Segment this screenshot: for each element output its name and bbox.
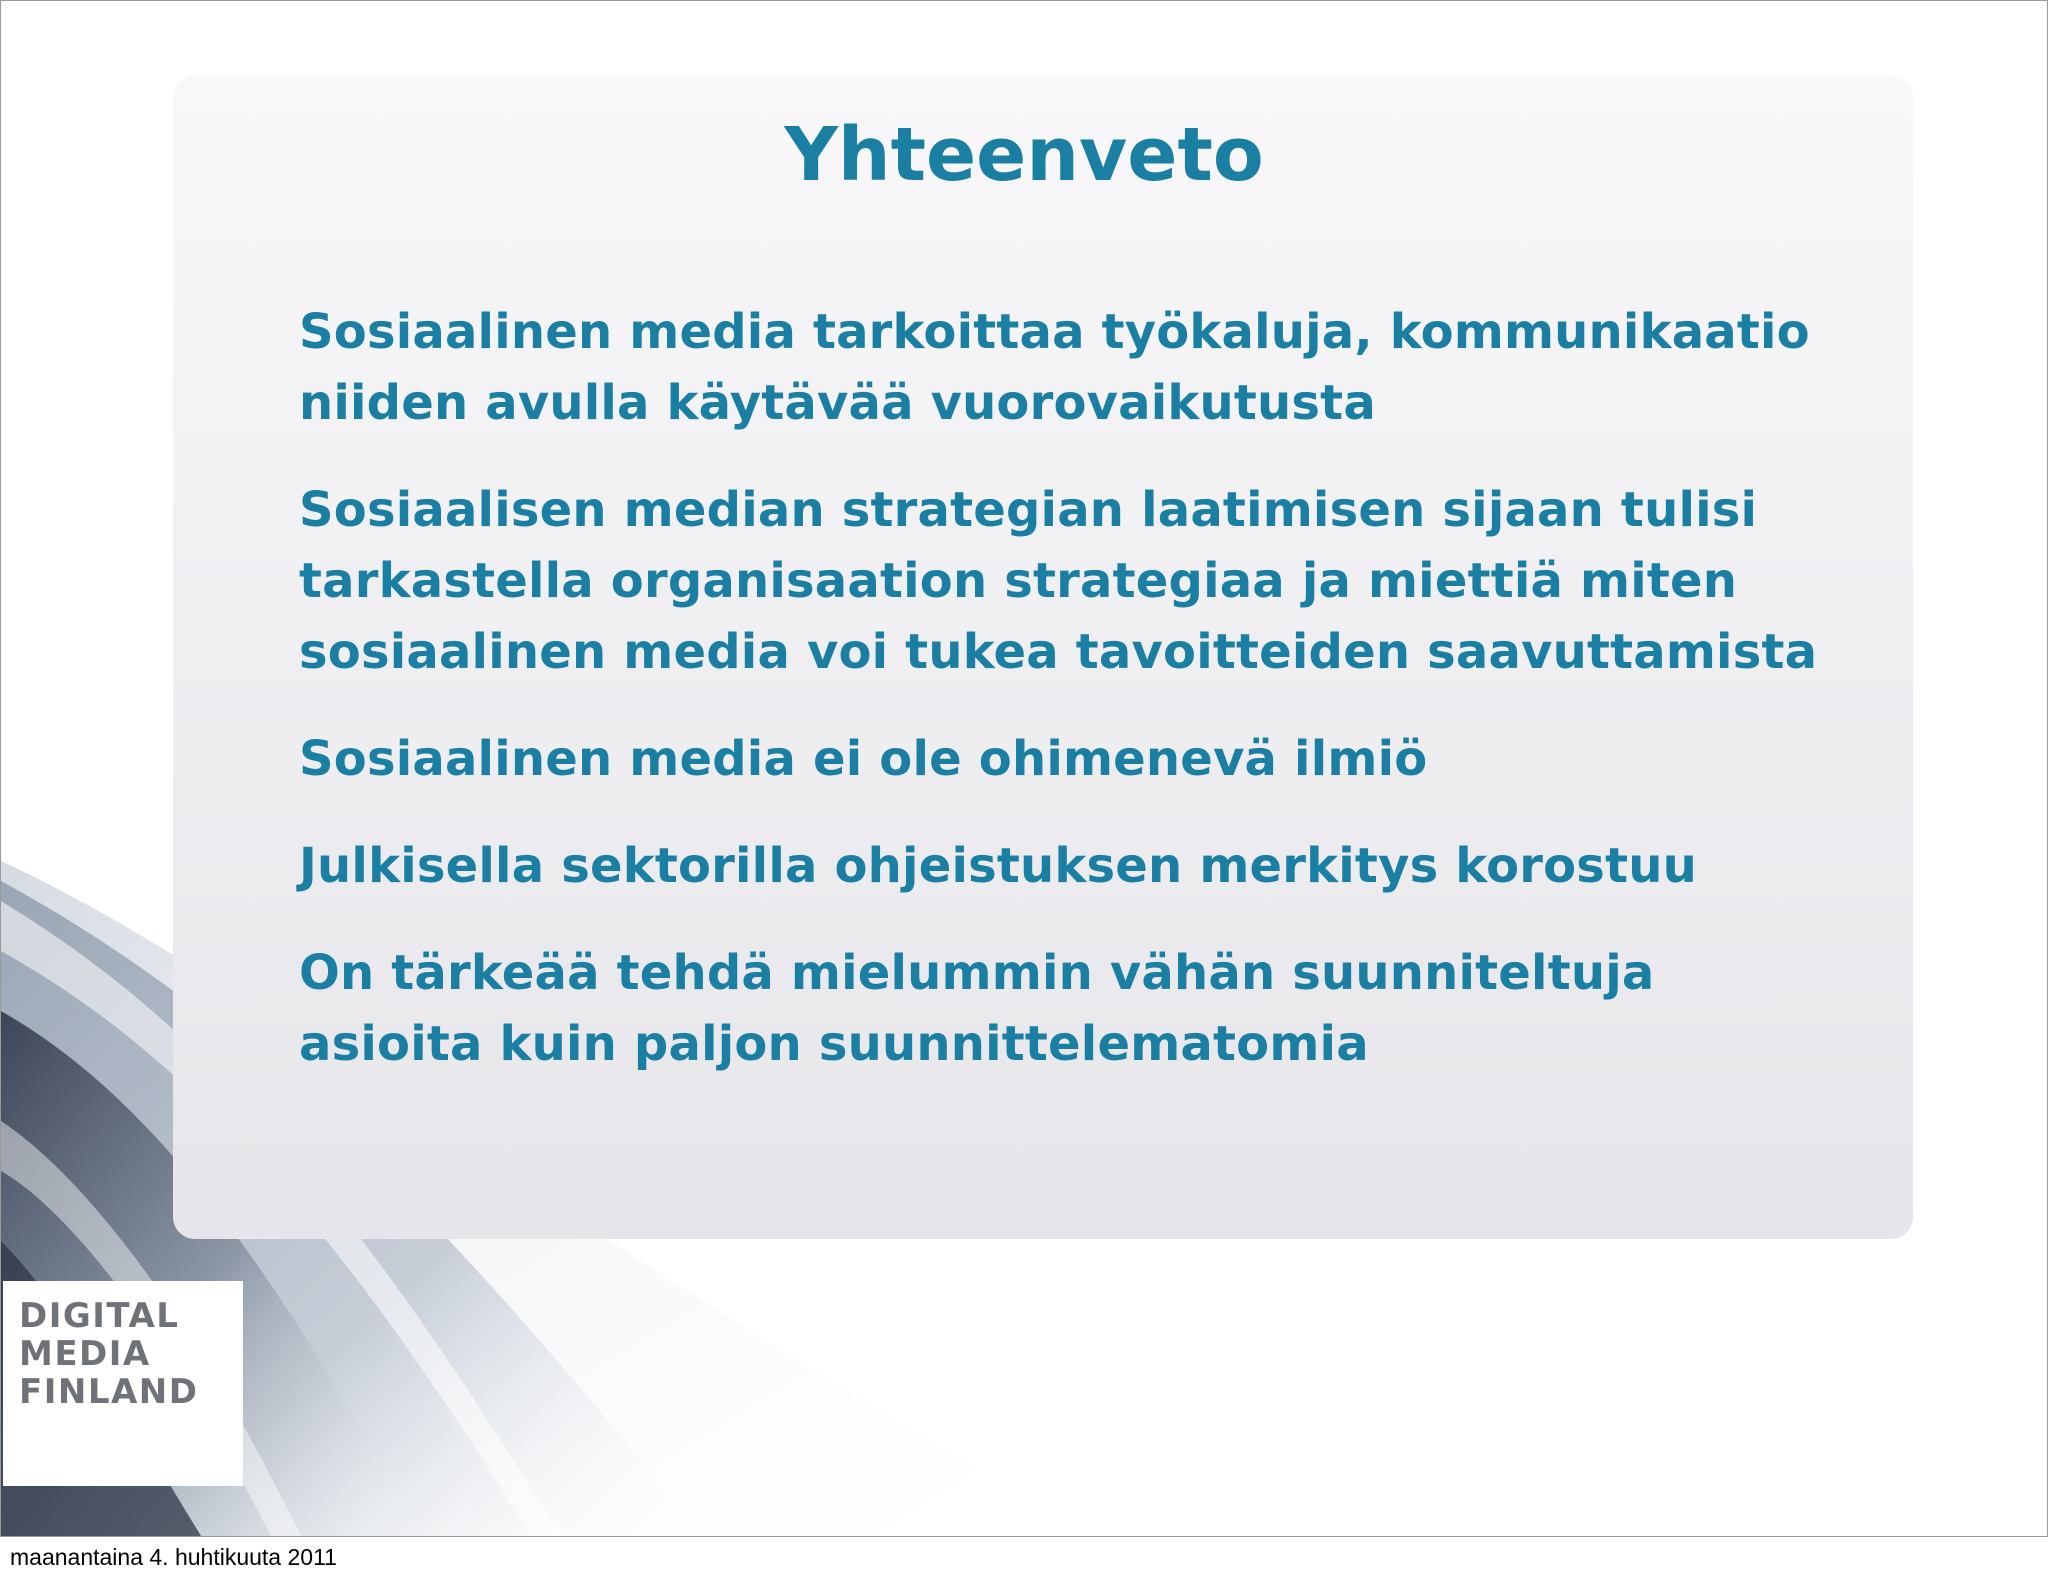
logo-wordmark xyxy=(19,1297,199,1411)
bullet-item xyxy=(299,831,1859,902)
bullet-text: Sosiaalinen media ei ole ohimenevä ilmiö xyxy=(299,731,1428,787)
bullet-text: Julkisella sektorilla ohjeistuksen merkitys korostuu xyxy=(299,838,1697,894)
bullet-item xyxy=(299,724,1859,795)
bullet-list xyxy=(299,297,1859,1116)
bullet-item xyxy=(299,297,1859,439)
slide-title: Yhteenveto xyxy=(784,112,1264,198)
logo-line: DIGITAL xyxy=(19,1296,180,1336)
footer-date: maanantaina 4. huhtikuuta 2011 xyxy=(10,1544,337,1570)
logo-line: MEDIA xyxy=(19,1334,151,1374)
bullet-text: Sosiaalisen median strategian laatimisen sijaan tulisi tarkastella organisaation strategiaa ja miettiä miten sosiaalinen media voi tukea tavoitteiden saavuttamista xyxy=(299,482,1818,680)
bullet-text: On tärkeää tehdä mielummin vähän suunniteltuja asioita kuin paljon suunnittelematomia xyxy=(299,945,1655,1072)
bullet-text: Sosiaalinen media tarkoittaa työkaluja, kommunikaatio niiden avulla käytävää vuorovaikutusta xyxy=(299,304,1810,431)
bullet-item xyxy=(299,475,1859,688)
digital-media-finland-logo xyxy=(3,1281,243,1486)
bullet-item xyxy=(299,938,1859,1080)
logo-line: FINLAND xyxy=(19,1372,199,1412)
